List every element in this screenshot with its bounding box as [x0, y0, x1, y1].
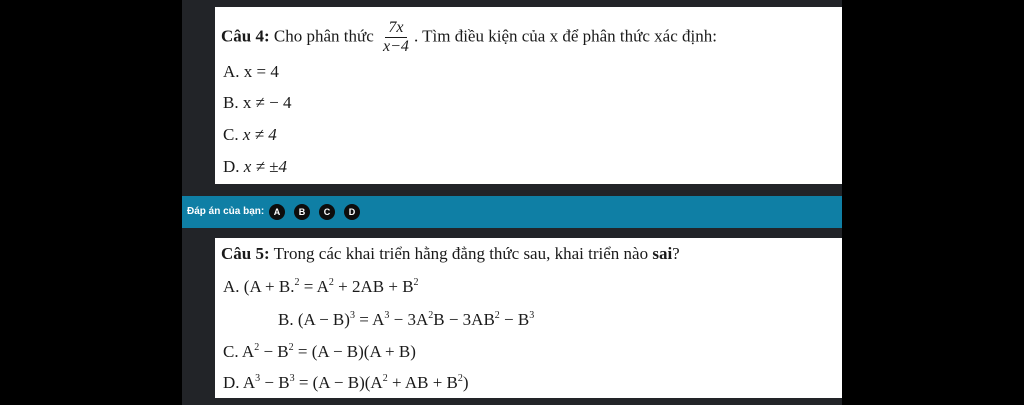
question-5-prompt — [221, 244, 680, 264]
option-label: C. — [223, 342, 239, 361]
option-label: D. — [223, 373, 240, 392]
answer-choice-c[interactable]: C — [319, 204, 335, 220]
option-sup: 2 — [254, 342, 260, 353]
option-text: A — [242, 373, 256, 392]
option-sup: 2 — [457, 373, 463, 384]
option-sup: 2 — [294, 277, 300, 288]
option-sup: 2 — [288, 342, 294, 353]
option-text: − B — [499, 310, 530, 329]
answer-bar-label: Đáp án của bạn: — [187, 206, 265, 217]
question-5-emphasis: sai — [652, 244, 673, 263]
option-text: − 3A — [389, 310, 429, 329]
option-label: A. — [223, 62, 240, 81]
option-label: C. — [223, 125, 239, 144]
answer-choice-b[interactable]: B — [294, 204, 310, 220]
option-label: B. — [278, 310, 294, 329]
option-text: x ≠ 4 — [242, 125, 277, 144]
option-text: = (A − B)(A — [294, 373, 383, 392]
fraction-denominator: x−4 — [383, 38, 409, 55]
option-text: x ≠ ±4 — [243, 157, 287, 176]
option-text: (A − B) — [297, 310, 350, 329]
option-text: + AB + B — [387, 373, 458, 392]
option-c — [223, 125, 277, 145]
question-5-card — [215, 238, 842, 398]
option-sup: 2 — [382, 373, 388, 384]
option-sup: 3 — [384, 310, 390, 321]
option-text: (A + B. — [243, 277, 295, 296]
fraction — [380, 19, 412, 56]
fraction-numerator: 7x — [385, 19, 406, 38]
option-d — [223, 373, 469, 393]
option-text: x ≠ − 4 — [242, 93, 292, 112]
answer-bar — [182, 196, 842, 228]
option-sup: 2 — [328, 277, 334, 288]
option-label: A. — [223, 277, 240, 296]
option-text: + 2AB + B — [333, 277, 414, 296]
option-sup: 3 — [289, 373, 295, 384]
option-b — [223, 93, 292, 113]
option-a — [223, 277, 419, 297]
option-b — [278, 310, 534, 330]
option-a — [223, 62, 279, 82]
option-text: = A — [299, 277, 329, 296]
option-text: − B — [259, 342, 289, 361]
question-5-text: Trong các khai triển hằng đẳng thức sau, khai triển nào — [273, 244, 649, 263]
option-sup: 2 — [428, 310, 434, 321]
question-4-number: Câu 4: — [221, 26, 270, 46]
option-text: A — [241, 342, 255, 361]
question-5-mark: ? — [672, 244, 680, 263]
option-sup: 3 — [255, 373, 261, 384]
option-text: = A — [354, 310, 385, 329]
option-text: = (A − B)(A + B) — [293, 342, 416, 361]
option-d — [223, 157, 287, 177]
option-text: B − 3AB — [433, 310, 495, 329]
answer-choice-a[interactable]: A — [269, 204, 285, 220]
option-text: x = 4 — [243, 62, 279, 81]
question-4-text-before: Cho phân thức — [273, 26, 374, 46]
question-4-text-after: . Tìm điều kiện của x để phân thức xác định: — [413, 26, 717, 46]
option-sup: 2 — [494, 310, 500, 321]
option-text: ) — [462, 373, 469, 392]
option-text: − B — [260, 373, 290, 392]
option-c — [223, 342, 416, 362]
answer-choice-d[interactable]: D — [344, 204, 360, 220]
question-5-number: Câu 5: — [221, 244, 270, 263]
option-sup: 3 — [349, 310, 355, 321]
option-label: B. — [223, 93, 239, 112]
option-label: D. — [223, 157, 240, 176]
option-sup: 2 — [413, 277, 419, 288]
option-sup: 3 — [529, 310, 535, 321]
question-4-prompt — [221, 19, 717, 56]
question-4-card — [215, 7, 842, 184]
